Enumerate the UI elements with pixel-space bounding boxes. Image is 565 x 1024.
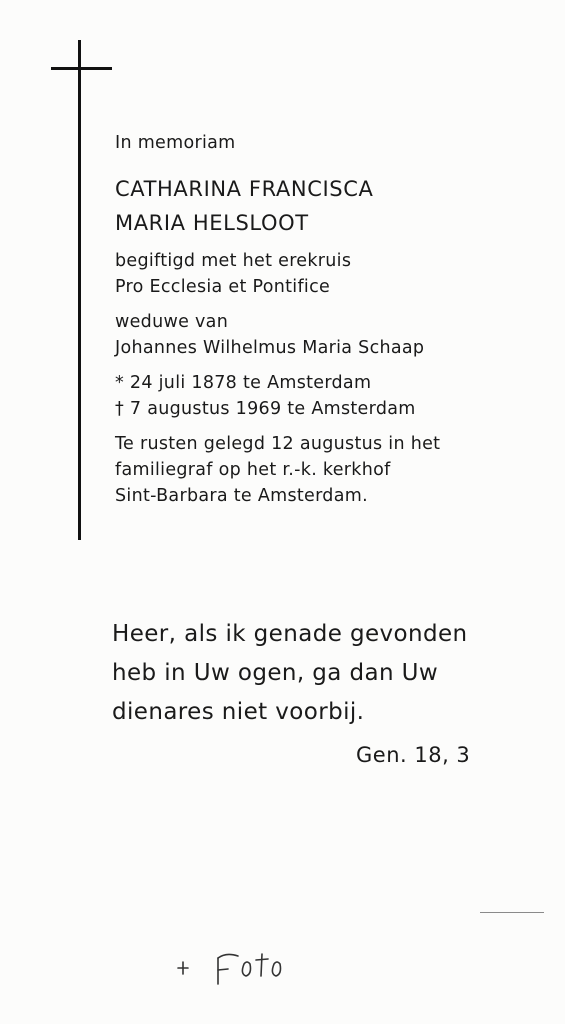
dates-block: [115, 370, 555, 422]
honor-block: [115, 248, 555, 300]
verse-line-1: Heer, als ik genade gevonden: [112, 621, 468, 647]
honor-line-2: Pro Ecclesia et Pontifice: [115, 277, 331, 297]
death-date: † 7 augustus 1969 te Amsterdam: [115, 399, 416, 419]
verse-line-3: dienares niet voorbij.: [112, 699, 365, 725]
birth-date: * 24 juli 1878 te Amsterdam: [115, 373, 372, 393]
widow-block: [115, 309, 555, 361]
memorial-text: [115, 130, 555, 518]
widow-line-1: weduwe van: [115, 312, 229, 332]
burial-line-2: familiegraf op het r.-k. kerkhof: [115, 460, 391, 480]
verse-line-2: heb in Uw ogen, ga dan Uw: [112, 660, 439, 686]
divider-line: [480, 912, 544, 913]
cross-horizontal-bar: [51, 67, 112, 70]
cross-vertical-bar: [78, 40, 81, 540]
name-line-1: CATHARINA FRANCISCA: [115, 177, 374, 201]
burial-block: [115, 431, 555, 509]
name-line-2: MARIA HELSLOOT: [115, 211, 309, 235]
widow-line-2: Johannes Wilhelmus Maria Schaap: [115, 338, 425, 358]
heading: In memoriam: [115, 133, 236, 153]
deceased-name: [115, 172, 555, 240]
honor-line-1: begiftigd met het erekruis: [115, 251, 352, 271]
burial-line-3: Sint-Barbara te Amsterdam.: [115, 486, 368, 506]
bible-verse: [112, 615, 532, 732]
verse-reference: Gen. 18, 3: [356, 743, 471, 767]
handwritten-note: [168, 940, 308, 1000]
burial-line-1: Te rusten gelegd 12 augustus in het: [115, 434, 441, 454]
